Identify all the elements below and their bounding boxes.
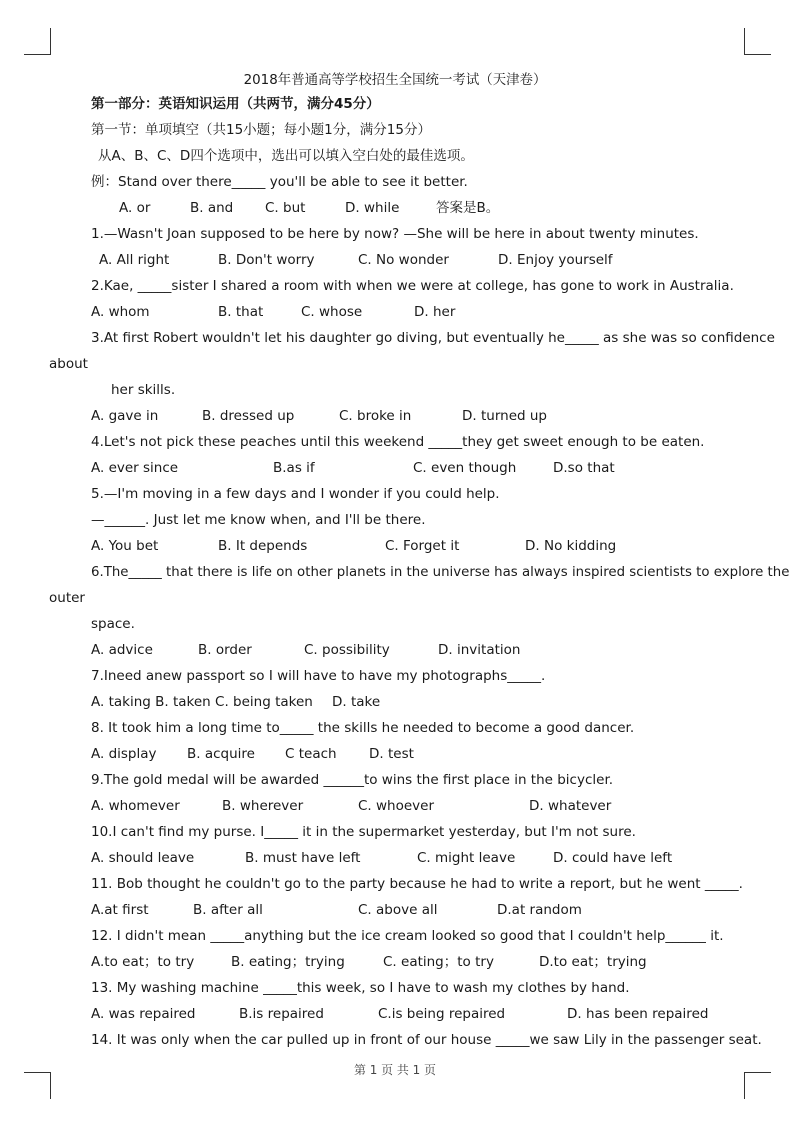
exam-title: 2018年普通高等学校招生全国统一考试（天津卷） [243, 72, 547, 88]
question-option: A. whomever [91, 798, 180, 814]
crop-mark-top-right [744, 28, 771, 55]
question-text: 4.Let's not pick these peaches until this weekend _____they get sweet enough to be eaten. [91, 434, 705, 450]
question-option: A. gave in [91, 408, 159, 424]
question-text: 1.—Wasn't Joan supposed to be here by now? —She will be here in about twenty minutes. [91, 226, 699, 242]
example-option: C. but [265, 200, 306, 216]
part-title: 第一部分：英语知识运用（共两节，满分45分） [91, 96, 380, 112]
question-text: 11. Bob thought he couldn't go to the party because he had to write a report, but he went _____. [91, 876, 743, 892]
question-text: 14. It was only when the car pulled up in front of our house _____we saw Lily in the passenger seat. [91, 1032, 762, 1048]
crop-mark-top-left [24, 28, 51, 55]
instruction: 从A、B、C、D四个选项中，选出可以填入空白处的最佳选项。 [98, 148, 474, 164]
question-option: B. wherever [222, 798, 304, 814]
question-option: C. might leave [417, 850, 516, 866]
question-option: D. her [414, 304, 456, 320]
example-answer: 答案是B。 [436, 200, 500, 216]
question-option: B. It depends [218, 538, 308, 554]
question-option: B. Don't worry [218, 252, 315, 268]
question-option: A. whom [91, 304, 150, 320]
question-text: 9.The gold medal will be awarded ______to wins the first place in the bicycler. [91, 772, 614, 788]
question-text: —______. Just let me know when, and I'll be there. [91, 512, 426, 528]
question-text: 12. I didn't mean _____anything but the ice cream looked so good that I couldn't help______ it. [91, 928, 724, 944]
question-option: B. acquire [187, 746, 255, 762]
question-option: C. whoever [358, 798, 435, 814]
question-option: D. Enjoy yourself [498, 252, 613, 268]
question-option: A. should leave [91, 850, 195, 866]
example-option: B. and [190, 200, 234, 216]
question-option: A. display [91, 746, 157, 762]
question-option: C. even though [413, 460, 517, 476]
question-option: D. No kidding [525, 538, 617, 554]
question-text: 3.At first Robert wouldn't let his daughter go diving, but eventually he_____ as she was so confidence [91, 330, 775, 346]
question-option: C. Forget it [385, 538, 460, 554]
question-option: B. dressed up [202, 408, 295, 424]
question-option: B. eating；trying [231, 954, 345, 970]
question-option: D. could have left [553, 850, 673, 866]
question-text: 8. It took him a long time to_____ the skills he needed to become a good dancer. [91, 720, 635, 736]
question-option: B. after all [193, 902, 263, 918]
question-option: C.is being repaired [378, 1006, 506, 1022]
question-option: D. test [369, 746, 414, 762]
question-option: C. above all [358, 902, 438, 918]
question-option: A. advice [91, 642, 153, 658]
question-text: 13. My washing machine _____this week, so I have to wash my clothes by hand. [91, 980, 630, 996]
question-option: A. taking B. taken C. being taken [91, 694, 313, 710]
section-title: 第一节：单项填空（共15小题；每小题1分，满分15分） [91, 122, 431, 138]
question-option: D.to eat；trying [539, 954, 647, 970]
question-option: C. whose [301, 304, 363, 320]
question-text: 10.I can't find my purse. I_____ it in the supermarket yesterday, but I'm not sure. [91, 824, 636, 840]
question-option: A. All right [99, 252, 170, 268]
question-option: A.to eat；to try [91, 954, 195, 970]
question-text: her skills. [111, 382, 176, 398]
question-option: D.at random [497, 902, 582, 918]
example-stem: 例：Stand over there_____ you'll be able to see it better. [91, 174, 468, 190]
question-option: A. was repaired [91, 1006, 196, 1022]
question-text: about [49, 356, 88, 372]
question-option: B. must have left [245, 850, 361, 866]
question-option: A. ever since [91, 460, 179, 476]
page-footer: 第 1 页 共 1 页 [354, 1063, 436, 1077]
question-option: C. No wonder [358, 252, 449, 268]
question-option: C teach [285, 746, 337, 762]
question-option: A. You bet [91, 538, 159, 554]
question-option: D. turned up [462, 408, 547, 424]
question-option: D. has been repaired [567, 1006, 709, 1022]
question-option: D.so that [553, 460, 615, 476]
question-option: D. whatever [529, 798, 612, 814]
question-option: B. order [198, 642, 252, 658]
question-option: C. broke in [339, 408, 412, 424]
question-option: C. eating；to try [383, 954, 494, 970]
question-option: D. invitation [438, 642, 521, 658]
question-text: outer [49, 590, 85, 606]
question-option: B. that [218, 304, 264, 320]
question-text: 6.The_____ that there is life on other planets in the universe has always inspired scientists to explore the [91, 564, 790, 580]
question-option: A.at first [91, 902, 149, 918]
question-option: B.as if [273, 460, 315, 476]
question-option: C. possibility [304, 642, 390, 658]
question-option: B.is repaired [239, 1006, 324, 1022]
example-option: A. or [119, 200, 151, 216]
question-text: 7.Ineed anew passport so I will have to have my photographs_____. [91, 668, 546, 684]
question-text: 2.Kae, _____sister I shared a room with when we were at college, has gone to work in Australia. [91, 278, 734, 294]
example-option: D. while [345, 200, 400, 216]
question-text: 5.—I'm moving in a few days and I wonder if you could help. [91, 486, 500, 502]
question-text: space. [91, 616, 135, 632]
question-option: D. take [332, 694, 381, 710]
